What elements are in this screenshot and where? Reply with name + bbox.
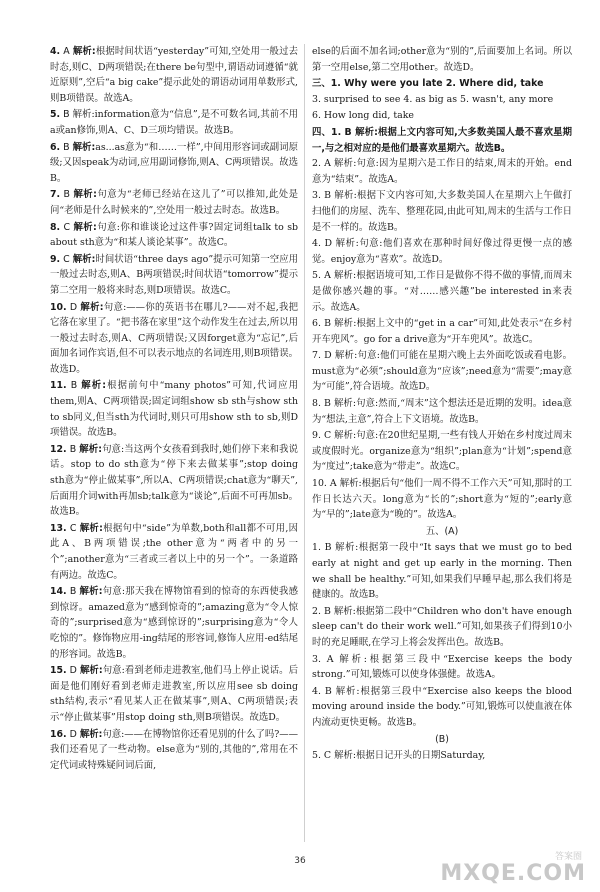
answer-item: else的后面不加名词;other意为“别的”,后面要加上名词。所以第一空用else,第二空用other。故选D。 (312, 46, 572, 73)
item-explanation: 根据句中“side”为单数,both和all都不可用,因此A、B两项错误;the other意为“两者中的另一个”;another意为“三者或三者以上中的另一个”。一条道路有两边。故选C。 (50, 522, 298, 581)
item-number: 5. (50, 109, 61, 121)
item-number: 8. (50, 221, 61, 233)
item-label: 解析: (80, 301, 104, 313)
answer-item (50, 300, 298, 378)
item-label: 解析: (79, 728, 103, 740)
item-answer: C (63, 253, 70, 265)
item-explanation: as...as意为“和……一样”,中间用形容词或副词原级;又因speak为动词,应用副词修饰,则A、C两项错误。故选B。 (50, 141, 298, 184)
answer-item: 5. C 解析:根据日记开头的日期Saturday, (312, 750, 486, 762)
answer-item (50, 252, 298, 299)
item-answer: C (63, 221, 71, 233)
item-answer: B (69, 443, 77, 455)
item-answer: D (69, 301, 78, 313)
answer-item: 8. B 解析:句意:然而,“周末”这个想法还是近期的发明。idea意为“想法,主意”,符合上下文语境。故选B。 (312, 398, 572, 425)
item-explanation: 句意为“老师已经站在这儿了”可以推知,此处是问“老师是什么时候来的”,空处用一般过去时态。故选B。 (50, 189, 298, 216)
watermark-logo (436, 848, 586, 886)
item-number: 13. (50, 522, 67, 534)
answer-item: 10. A 解析:根据后句“他们一周不得不工作六天”可知,那时的工作日长达六天。long意为“长的”;short意为“短的”;early意为“早的”;late意为“晚的”。故选A。 (312, 478, 572, 521)
item-explanation: 时间状语“three days ago”提示可知第一空应用一般过去时态,则A、B两项错误;时间状语“tomorrow”提示第二空用一般将来时态,则D项错误。故选C。 (50, 253, 298, 296)
watermark-text: MXQE.COM (440, 861, 586, 886)
section-part-heading: 五、(A) (425, 525, 459, 537)
answer-item: 3. surprised to see 4. as big as 5. wasn't, any more (312, 93, 554, 105)
answer-item: 7. D 解析:句意:他们可能在星期六晚上去外面吃饭或看电影。must意为“必须”;should意为“应该”;need意为“需要”;may意为“可能”,符合语境。故选D。 (312, 350, 572, 393)
answer-item (50, 521, 298, 583)
item-number: 6. (50, 141, 61, 153)
answer-item: 6. How long did, take (312, 110, 414, 122)
answer-item: 1. B 解析:根据第一段中“It says that we must go to bed early at night and get up early in the morning. Then we shall be healthy.”可知,如果我们早睡早起,那么我们将是健康的。故选B。 (312, 542, 572, 601)
answer-item (50, 584, 298, 662)
answer-item (50, 140, 298, 187)
item-answer: B (63, 141, 70, 153)
page-number: 36 (294, 856, 306, 866)
answer-item (50, 663, 298, 725)
item-number: 15. (50, 665, 67, 677)
item-answer: D (69, 728, 77, 740)
item-explanation: 句意:那天我在博物馆看到的惊奇的东西使我感到惊讶。amazed意为“感到惊奇的”;amazing意为“令人惊奇的”;surprised意为“感到惊讶的”;surprising意为“令人吃惊的”。修饰物应用-ing结尾的形容词,修饰人应用-ed结尾的形容词。故选B。 (50, 586, 298, 660)
item-number: 9. (50, 253, 61, 265)
column-divider (304, 44, 305, 842)
item-number: 14. (50, 586, 67, 598)
answer-item: 6. B 解析:根据上文中的“get in a car”可知,此处表示“在乡村开车兜风”。go for a drive意为“开车兜风”。故选C。 (312, 318, 572, 345)
item-explanation: 句意:当这两个女孩看到我时,她们停下来和我说话。stop to do sth意为“停下来去做某事”;stop doing sth意为“停止做某事”,所以A、C两项错误;chat意为“聊天”,后面用介词with再加sb;talk意为“谈论”,后面不可再加sb。故选B。 (50, 443, 298, 518)
answer-item: 2. A 解析:句意:因为星期六是工作日的结束,周末的开始。end意为“结束”。故选A。 (312, 158, 572, 185)
right-column (312, 44, 572, 846)
item-number: 10. (50, 301, 67, 313)
answer-item (50, 107, 298, 138)
item-label: 解析: (79, 443, 102, 455)
item-answer: D (69, 665, 77, 677)
answer-item: 4. D 解析:句意:他们喜欢在那种时间好像过得更慢一点的感觉。enjoy意为“喜欢”。故选D。 (312, 238, 572, 265)
answer-item (50, 220, 298, 251)
left-column (50, 44, 298, 846)
item-label: 解析: (79, 522, 103, 534)
item-explanation: 句意:你和谁谈论过这件事?固定词组talk to sb about sth意为“和某人谈论某事”。故选C。 (50, 221, 298, 249)
item-answer: B (70, 380, 78, 392)
item-answer: A (63, 46, 70, 57)
item-label: 解析: (73, 221, 97, 233)
item-answer: B (63, 189, 70, 201)
answer-item (50, 442, 298, 520)
item-number: 4. (50, 46, 61, 57)
item-number: 7. (50, 189, 61, 201)
answer-item (50, 187, 298, 218)
answer-item: 3. B 解析:根据下文内容可知,大多数美国人在星期六上午做打扫他们的房屋、洗车、整理花园,由此可知,周末的生活与工作日是不一样的。故选B。 (312, 190, 572, 233)
item-explanation: 根据前句中“many photos”可知,代词应用them,则A、C两项错误;固定词组show sb sth与show sth to sb同义,但当sth为代词时,则只可用show sth to sb,则D项错误。故选B。 (50, 380, 298, 439)
item-number: 11. (50, 380, 67, 392)
item-explanation: 根据时间状语“yesterday”可知,空处用一般过去时态,则C、D两项错误;在there be句型中,谓语动词遵循“就近原则”,空后“a big cake”提示此处的谓语动词用单数形式,则B项错误。故选A。 (50, 46, 298, 104)
item-answer: B (69, 586, 77, 598)
item-label: 解析: (73, 189, 97, 201)
item-number: 16. (50, 728, 67, 740)
answer-item: 四、1. B 解析:根据上文内容可知,大多数美国人最不喜欢星期一,与之相对应的是他们最喜欢星期六。故选B。 (312, 126, 572, 154)
item-label: 解析: (81, 380, 106, 392)
answer-item: 2. B 解析:根据第二段中“Children who don't have enough sleep can't do their work well.”可知,如果孩子们得到10小时的充足睡眠,在学习上将会发挥出色。故选B。 (312, 605, 572, 648)
answer-item: 4. B 解析:根据第三段中“Exercise also keeps the blood moving around inside the body.”可知,锻炼可以使血液在体内流动更快更畅。故选B。 (312, 685, 572, 728)
item-label: 解析: (72, 253, 96, 265)
item-explanation: 解析:information意为“信息”,是不可数名词,其前不用a或an修饰,则A、C、D三项均错误。故选B。 (50, 109, 298, 136)
item-explanation: 句意:——你的英语书在哪儿?——对不起,我把它落在家里了。“把书落在家里”这个动作发生在过去,所以用一般过去时态,则A、C两项错误;又因forget意为“忘记”,后面加名词作宾语,但不可以表示地点的名词连用,则B项错误。故选D。 (50, 301, 298, 375)
item-explanation: 句意:——在博物馆你还看见别的什么了吗?——我们还看见了一些动物。else意为“别的,其他的”,常用在不定代词或特殊疑问词后面, (50, 728, 298, 771)
item-explanation: 句意:看到老师走进教室,他们马上停止说话。后面是他们刚好看到老师走进教室,所以应用see sb doing sth结构,表示“看见某人正在做某事”,则A、C两项错误;表示“停止做某事”用stop doing sth,则B项错误。故选D。 (50, 665, 298, 723)
answer-item: 三、1. Why were you late 2. Where did, take (312, 78, 544, 90)
answer-item (50, 378, 298, 440)
item-label: 解析: (72, 141, 96, 153)
item-label: 解析: (79, 665, 103, 677)
answer-item (50, 727, 298, 774)
item-answer: C (69, 522, 77, 534)
answer-item: 3. A 解析:根据第三段中“Exercise keeps the body strong.”可知,锻炼可以使身体强健。故选A。 (312, 653, 572, 681)
item-label: 解析: (72, 46, 96, 57)
item-label: 解析: (79, 586, 103, 598)
section-part-heading: (B) (435, 733, 449, 745)
answer-item: 9. C 解析:句意:在20世纪星期,一些有钱人开始在乡村度过周末或度假时光。organize意为“组织”;plan意为“计划”;spend意为“度过”;take意为“带走”。故选C。 (312, 430, 572, 473)
answer-item: 5. A 解析:根据语境可知,工作日是做你不得不做的事情,而周末是做你感兴趣的事。“对……感兴趣”be interested in来表示。故选A。 (312, 270, 572, 313)
item-number: 12. (50, 443, 67, 455)
watermark-sub: 答案圈 (554, 852, 582, 862)
item-answer: B (63, 109, 70, 121)
answer-item (50, 44, 298, 106)
